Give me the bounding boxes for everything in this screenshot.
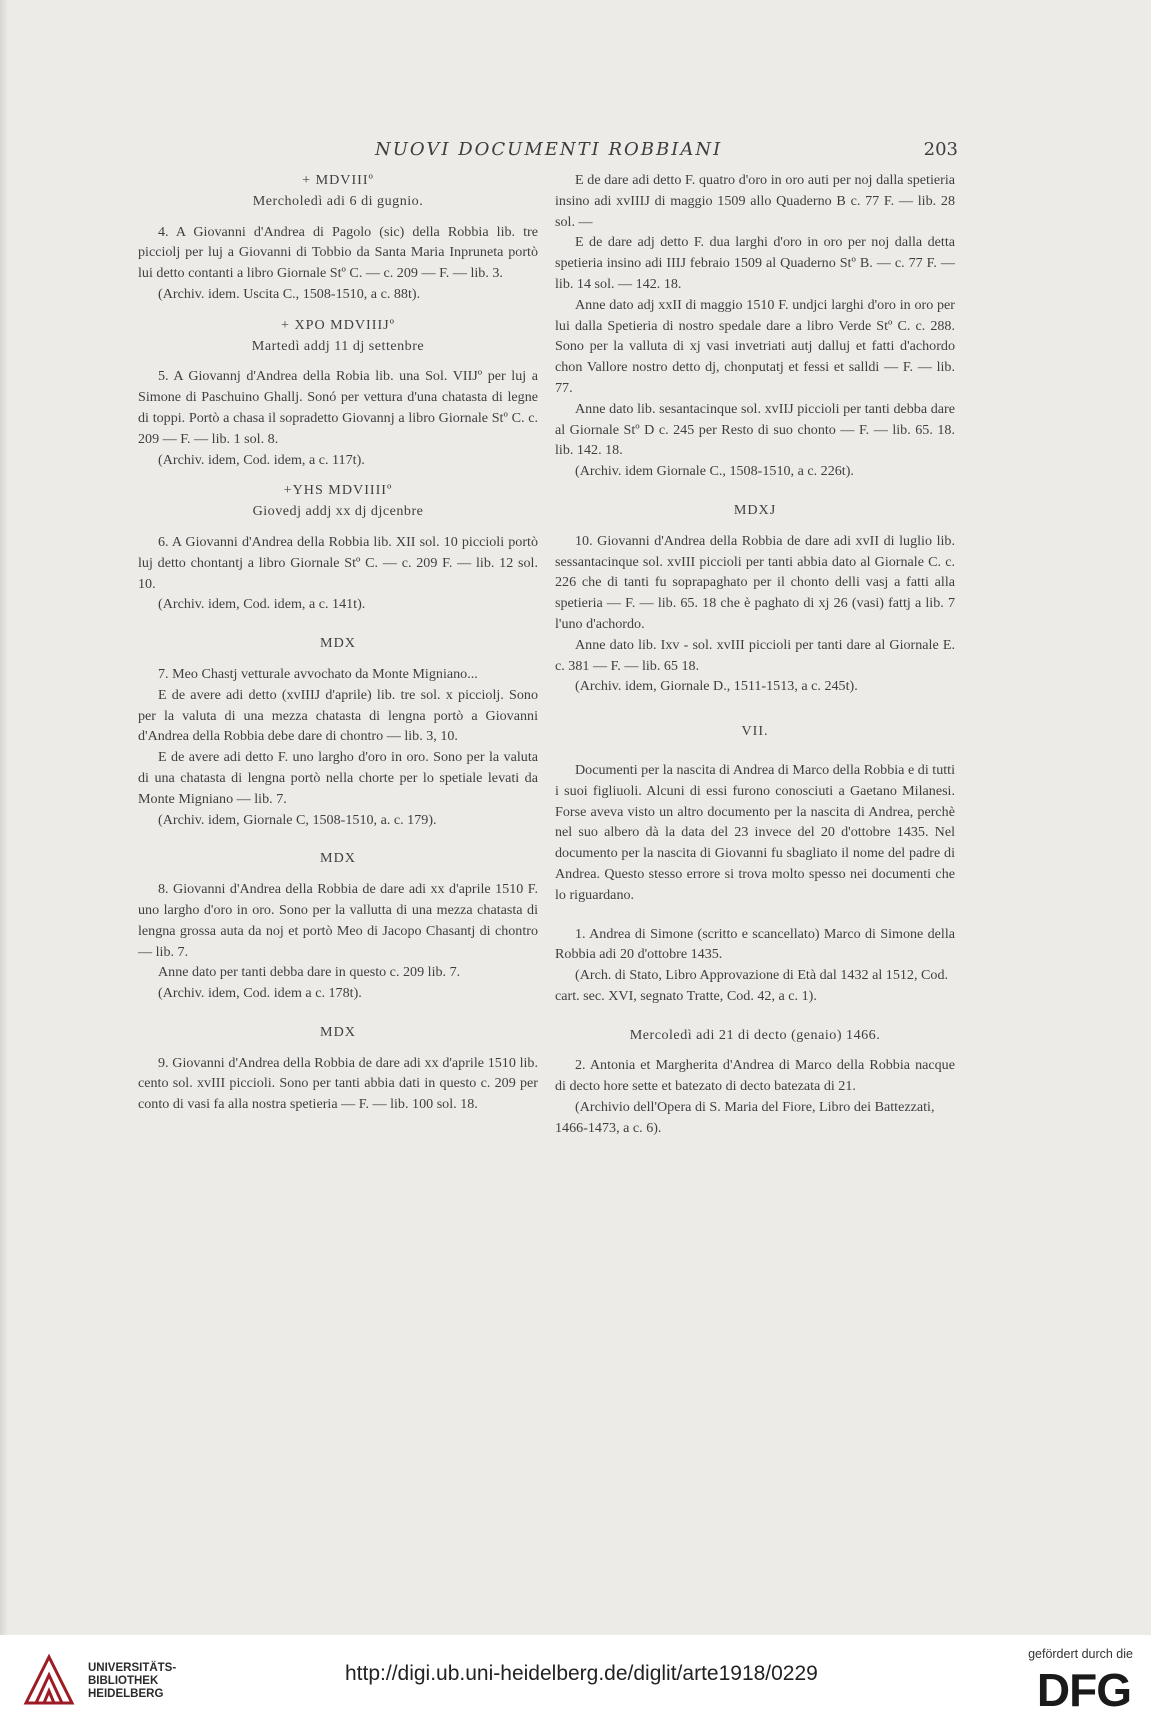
archive-citation: (Archiv. idem, Cod. idem a c. 178t). bbox=[158, 985, 362, 1002]
library-name bbox=[88, 1662, 176, 1701]
date-line: Giovedj addj xx dj djcenbre bbox=[252, 503, 424, 520]
library-name-line: BIBLIOTHEK bbox=[88, 1675, 159, 1687]
right-column bbox=[555, 170, 955, 1139]
document-entry: 10. Giovanni d'Andrea della Robbia de dare adi xvII di luglio lib. sessantacinque sol. xvIII piccioli per tanti abbia dato al Giornale C. c. 226 che di tanti fu soprapaghato per il chonto delli vasj a fatti alla spetieria — F. — lib. 65. 18 che è paghato di xj 26 (vasi) fattj a lib. 7 l'uno d'achordo. bbox=[555, 532, 955, 632]
section-heading: MDXJ bbox=[733, 501, 777, 518]
university-library-logo-icon bbox=[22, 1653, 76, 1707]
date-line: Martedì addj 11 dj settenbre bbox=[251, 337, 425, 354]
running-title: NUOVI DOCUMENTI ROBBIANI bbox=[375, 139, 723, 160]
spacer bbox=[138, 869, 538, 879]
section-heading: VII. bbox=[741, 723, 769, 740]
document-entry: E de dare adj detto F. dua larghi d'oro in oro per noj dalla detta spetieria insino adi IIIJ febraio 1509 al Quaderno Stº B. — c. 77 F. — lib. 14 sol. — 142. 18. bbox=[555, 234, 955, 292]
spacer bbox=[138, 1004, 538, 1022]
document-entry: 2. Antonia et Margherita d'Andrea di Marco della Robbia nacque di decto hore sette et batezato di decto batezata di 21. bbox=[555, 1057, 955, 1095]
document-entry: 7. Meo Chastj vetturale avvochato da Monte Migniano... bbox=[158, 665, 478, 682]
section-heading: MDX bbox=[320, 1023, 356, 1040]
archive-citation: (Archiv. idem, Cod. idem, a c. 117t). bbox=[158, 451, 365, 468]
archive-citation: (Archiv. idem, Cod. idem, a c. 141t). bbox=[158, 596, 366, 613]
spacer bbox=[138, 1043, 538, 1053]
gutter-shadow bbox=[0, 0, 8, 1635]
section-heading: + XPO MDVIIIJº bbox=[280, 316, 395, 333]
document-entry: 5. A Giovannj d'Andrea della Robia lib. una Sol. VIIJº per luj a Simone di Paschuino Ghallj. Sonó per vettura d'una chatasta di legne di toppi. Portò a chasa il sopradetto Giovannj a libro Giornale Stº C. c. 209 — F. — lib. 1 sol. 8. bbox=[138, 368, 538, 447]
spacer bbox=[555, 1007, 955, 1025]
spacer bbox=[555, 521, 955, 531]
spacer bbox=[138, 522, 538, 532]
date-line: Mercholedì adi 6 di gugnio. bbox=[252, 192, 424, 209]
document-entry: 6. A Giovanni d'Andrea della Robbia lib. XII sol. 10 piccioli portò luj detto chontantj a libro Giornale Stº C. — c. 209 F. — lib. 12 sol. 10. bbox=[138, 533, 538, 592]
document-entry: E de avere adi detto F. uno largho d'oro in oro. Sono per la valuta di una chatasta di lengna portò nella chorte per lo spetiale levati da Monte Migniano — lib. 7. bbox=[138, 749, 538, 807]
page-number: 203 bbox=[923, 139, 958, 160]
section-heading: MDX bbox=[320, 850, 356, 867]
archive-citation: (Archiv. idem, Giornale C, 1508-1510, a. c. 179). bbox=[158, 811, 437, 828]
section-heading: MDX bbox=[320, 635, 356, 652]
permalink-url[interactable]: http://digi.ub.uni-heidelberg.de/diglit/arte1918/0229 bbox=[345, 1662, 818, 1685]
spacer bbox=[138, 305, 538, 315]
document-entry: 8. Giovanni d'Andrea della Robbia de dare adi xx d'aprile 1510 F. uno largho d'oro in oro. Sono per la vallutta di una mezza chatasta di lengna grossa auta da noj et portò Meo di Jacopo Chasantj di chontro — lib. 7. bbox=[138, 881, 538, 960]
spacer bbox=[138, 212, 538, 222]
spacer bbox=[138, 470, 538, 480]
document-entry: 9. Giovanni d'Andrea della Robbia de dare adi xx d'aprile 1510 lib. cento sol. xvIII piccioli. Sono per tanti abbia dati in questo c. 209 per conto di vasi fa alla nostra spetieria — F. — lib. 100 sol. 18. bbox=[138, 1054, 538, 1113]
document-entry: Anne dato lib. sesantacinque sol. xvIIJ piccioli per tanti debba dare al Giornale Stº D c. 245 per Resto di suo chonto — F. — lib. 65. 18. lib. 142. 18. bbox=[555, 400, 955, 459]
spacer bbox=[555, 482, 955, 500]
running-head bbox=[130, 139, 964, 165]
section-heading: +YHS MDVIIIIº bbox=[283, 482, 393, 499]
spacer bbox=[555, 906, 955, 924]
spacer bbox=[138, 830, 538, 848]
spacer bbox=[555, 742, 955, 760]
date-line: Mercoledì adi 21 di decto (genaio) 1466. bbox=[629, 1026, 881, 1043]
archive-citation: (Archivio dell'Opera di S. Maria del Fiore, Libro dei Battezzati, 1466-1473, a c. 6). bbox=[555, 1099, 935, 1136]
spacer bbox=[138, 356, 538, 366]
funding-caption: gefördert durch die bbox=[1028, 1647, 1133, 1661]
section-heading: + MDVIIIº bbox=[302, 172, 374, 188]
archive-citation: (Archiv. idem Giornale C., 1508-1510, a c. 226t). bbox=[575, 463, 854, 480]
document-entry: 4. A Giovanni d'Andrea di Pagolo (sic) della Robbia lib. tre picciolj per luj a Giovanni di Tobbio da Santa Maria Inpruneta portò lui detto contanti a libro Giornale Stº C. — c. 209 — F. — lib. 3. bbox=[138, 223, 538, 282]
dfg-logo: DFG bbox=[1036, 1664, 1131, 1716]
library-name-line: HEIDELBERG bbox=[88, 1688, 164, 1700]
library-name-line: UNIVERSITÄTS- bbox=[88, 1662, 177, 1674]
archive-citation: (Archiv. idem, Giornale D., 1511-1513, a c. 245t). bbox=[575, 678, 858, 695]
archive-citation: (Archiv. idem. Uscita C., 1508-1510, a c. 88t). bbox=[158, 285, 421, 302]
document-entry: Anne dato per tanti debba dare in questo c. 209 lib. 7. bbox=[158, 964, 461, 981]
archive-citation: (Arch. di Stato, Libro Approvazione di Età dal 1432 al 1512, Cod. cart. sec. XVI, segnato Tratte, Cod. 42, a c. 1). bbox=[555, 967, 949, 1004]
spacer bbox=[138, 615, 538, 633]
document-entry: Documenti per la nascita di Andrea di Marco della Robbia e di tutti i suoi figliuoli. Alcuni di essi furono conosciuti a Gaetano Milanesi. Forse aveva visto un altro documento per la nascita di Andrea, perchè nel suo albero dà la data del 23 invece del 20 d'ottobre 1435. Nel documento per la nascita di Giovanni fu sbagliato il nome del padre di Andrea. Questo stesso errore si trova molto spesso nei documenti che lo riguardano. bbox=[555, 761, 955, 903]
document-entry: E de avere adi detto (xvIIIJ d'aprile) lib. tre sol. x picciolj. Sono per la valuta di una mezza chatasta di lengna portò a Giovanni d'Andrea della Robbia debe dare di chontro — lib. 3, 10. bbox=[138, 686, 538, 745]
spacer bbox=[555, 1045, 955, 1055]
left-column bbox=[138, 170, 538, 1115]
document-entry: E de dare adi detto F. quatro d'oro in oro auti per noj dalla spetieria insino adi xvIIIJ di maggio 1509 allo Quaderno B c. 77 F. — lib. 28 sol. — bbox=[555, 172, 955, 230]
document-entry: Anne dato adj xxII di maggio 1510 F. undjci larghi d'oro in oro per lui dalla Spetieria di nostro spedale dare a libro Verde Stº C. c. 288. Sono per la valluta di xj vasi invetriati autj dalluj et fatti d'achordo chon Vallore nostro detto dj, chonputatj et fessi et salldi — F. — lib. 77. bbox=[555, 296, 955, 396]
digitization-footer bbox=[0, 1635, 1151, 1725]
spacer bbox=[138, 654, 538, 664]
document-entry: 1. Andrea di Simone (scritto e scancellato) Marco di Simone della Robbia adi 20 d'ottobre 1435. bbox=[555, 925, 955, 963]
document-entry: Anne dato lib. Ixv - sol. xvIII piccioli per tanti dare al Giornale E. c. 381 — F. — lib. 65 18. bbox=[555, 636, 955, 674]
spacer bbox=[555, 697, 955, 721]
